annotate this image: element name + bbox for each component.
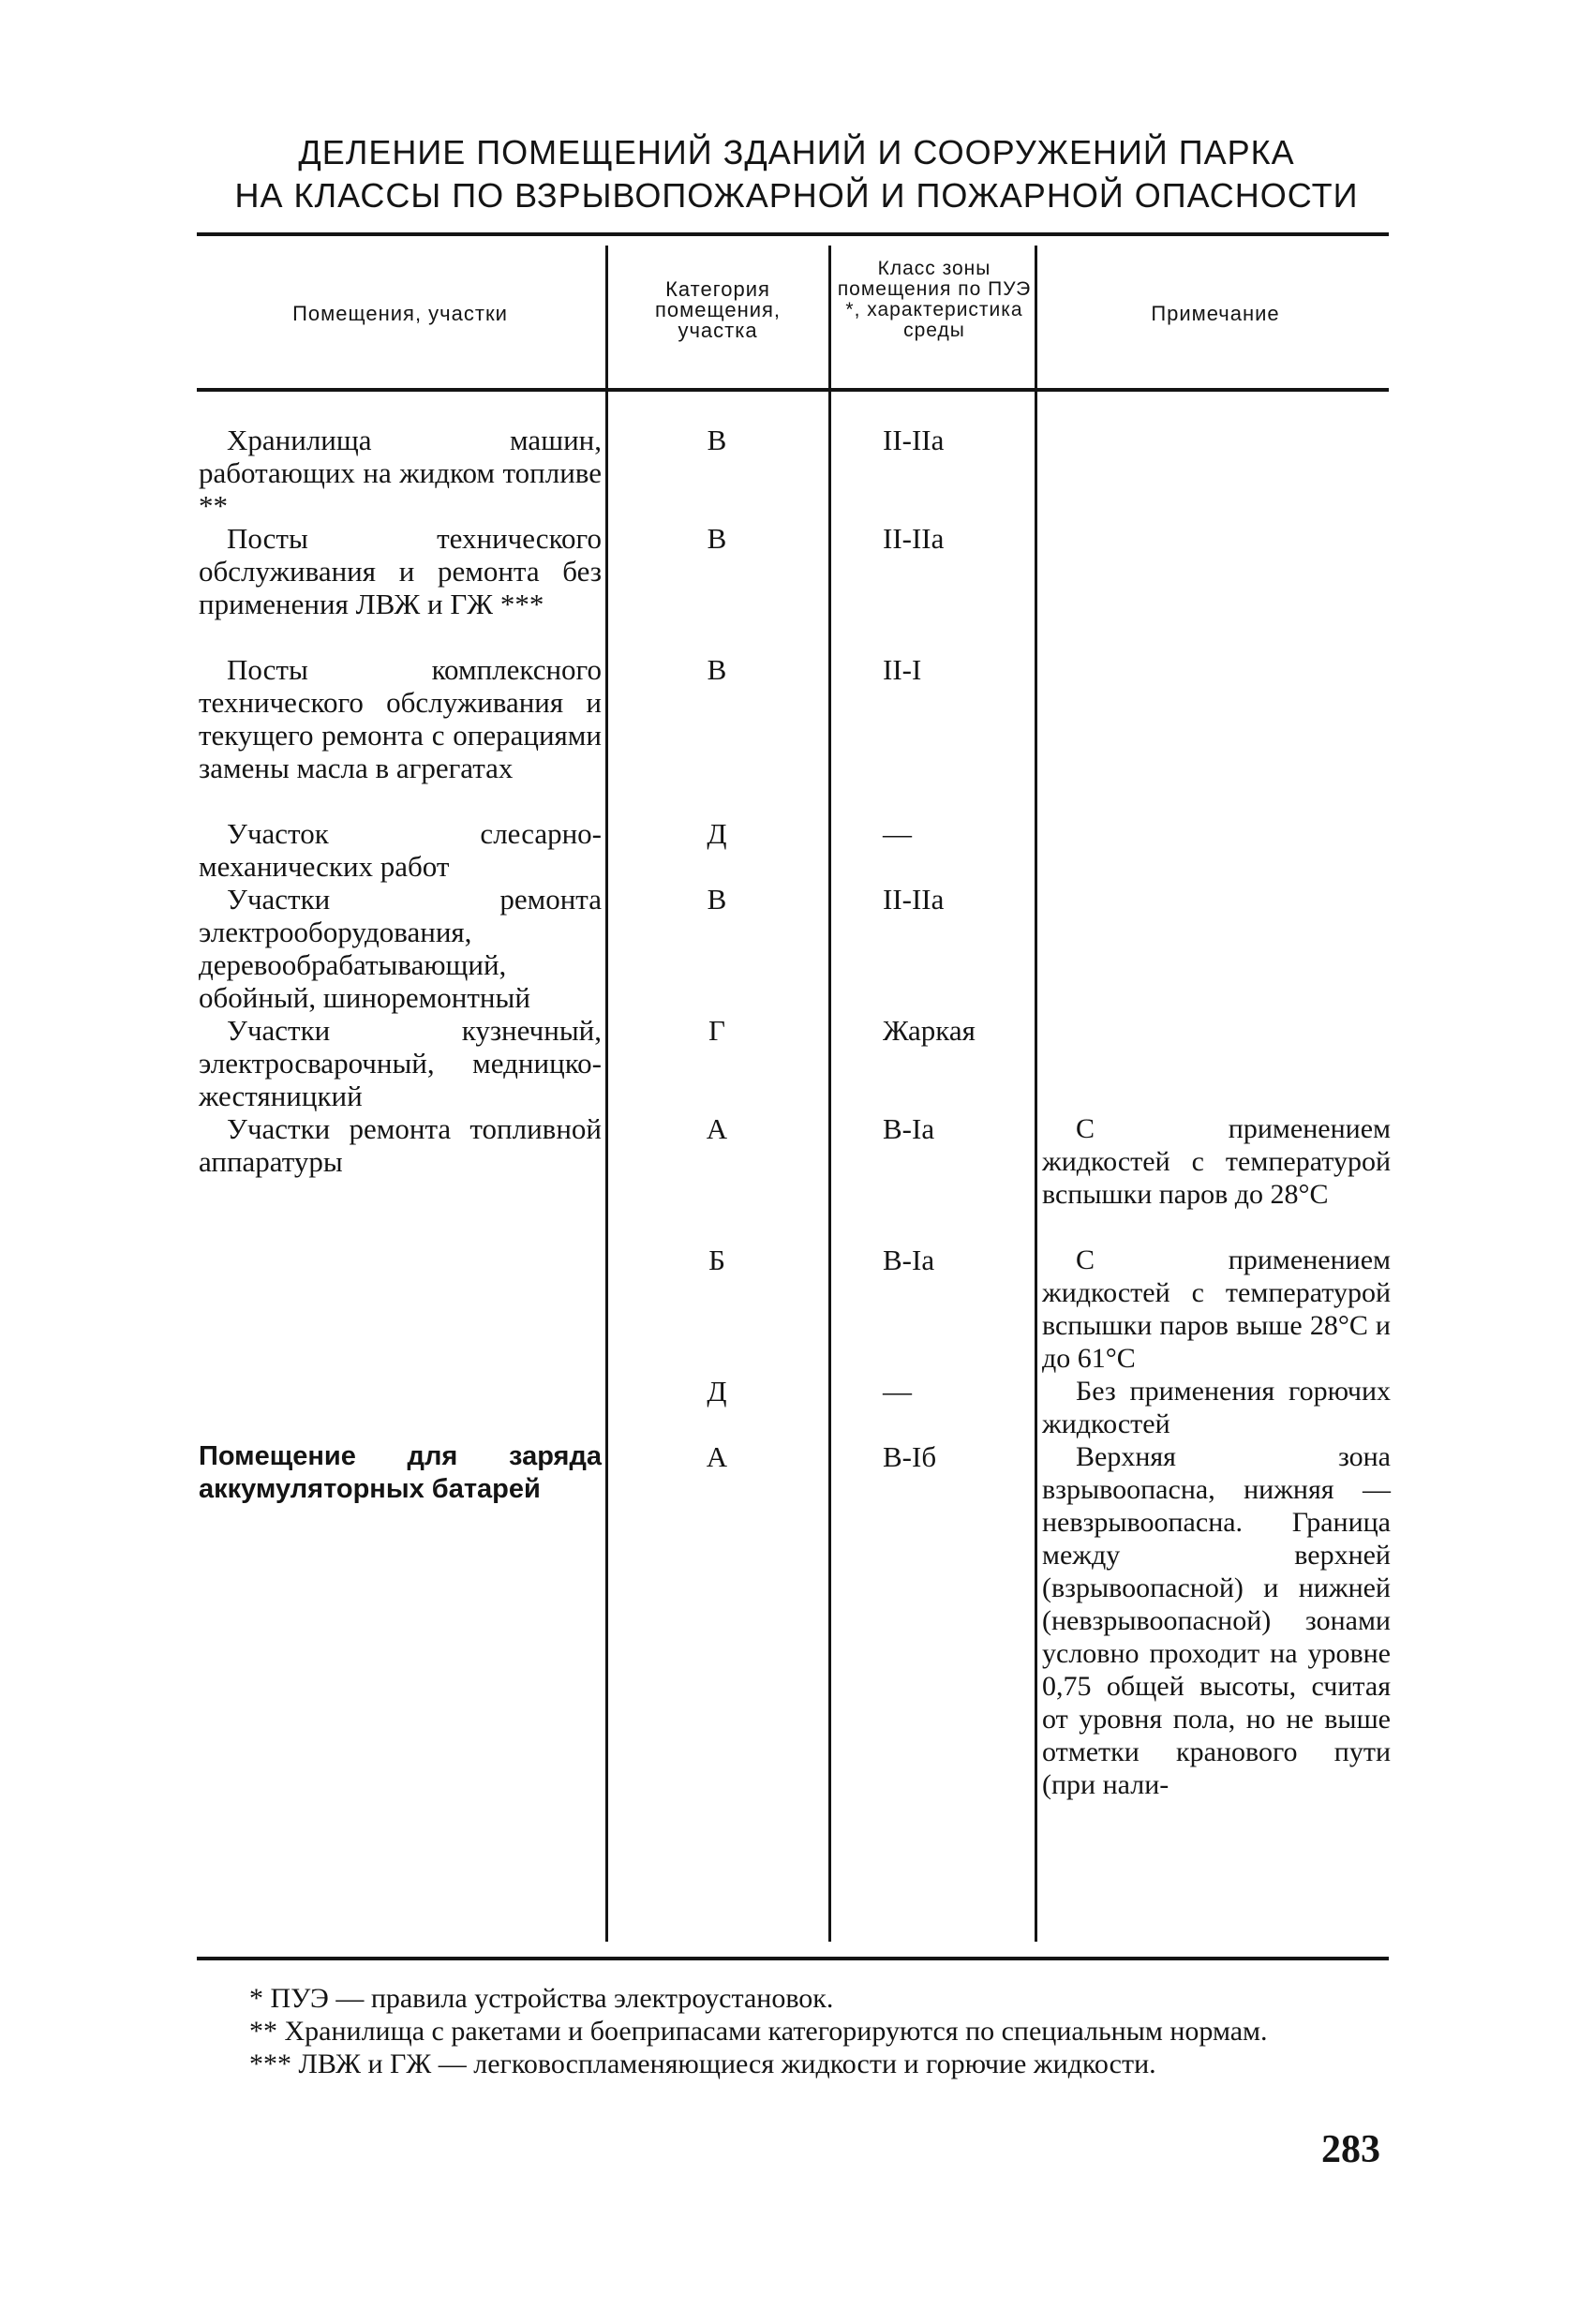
footnote-1: * ПУЭ — правила устройства электроустановок.	[249, 1983, 834, 2014]
column-divider-2	[828, 246, 831, 1942]
row-8-category: Д	[707, 1375, 727, 1408]
row-6-room: Участки ремонта топливной аппаратуры	[199, 1112, 602, 1178]
row-3-zone: —	[883, 817, 912, 850]
row-3-category: Д	[707, 817, 727, 850]
row-2-zone: II-I	[883, 653, 922, 686]
footnote-2: ** Хранилища с ракетами и боеприпасами категорируются по специальным нормам.	[249, 2016, 1268, 2047]
table-header-rule	[197, 388, 1389, 392]
column-divider-3	[1035, 246, 1037, 1942]
row-0-category: В	[707, 424, 727, 456]
header-category: Категория помещения, участка	[654, 277, 782, 342]
header-rooms: Помещения, участки	[292, 302, 508, 325]
row-4-category: В	[707, 883, 727, 916]
row-9-note: Верхняя зона взрывоопасна, нижняя — невзрывоопасна. Граница между верхней (взрывоопасной) и нижней (невзрывоопасной) зонами условно проходит на уровне 0,75 общей высоты, считая от уровня пола, но не выше отметки кранового пути (при нали-	[1042, 1441, 1391, 1800]
page-number: 283	[1321, 2128, 1380, 2171]
table-top-rule	[197, 232, 1389, 236]
row-6-note: С применением жидкостей с температурой вспышки паров до 28°С	[1042, 1113, 1391, 1210]
row-8-zone: —	[883, 1375, 912, 1408]
page-title	[187, 131, 1406, 217]
row-8-note: Без применения горючих жидкостей	[1042, 1376, 1391, 1439]
row-7-note: С применением жидкостей с температурой вспышки паров выше 28°С и до 61°С	[1042, 1244, 1391, 1374]
row-5-zone: Жаркая	[883, 1014, 976, 1047]
header-zone-class: Класс зоны помещения по ПУЭ *, характеристика среды	[837, 258, 1032, 341]
row-6-category: А	[706, 1112, 728, 1145]
row-5-room: Участки кузнечный, электросварочный, медницко-жестяницкий	[199, 1014, 602, 1112]
row-4-room: Участки ремонта электрооборудования, деревообрабатывающий, обойный, шиноремонтный	[199, 883, 602, 1014]
row-2-category: В	[707, 653, 727, 686]
row-9-zone: В-Iб	[883, 1440, 937, 1473]
row-6-zone: В-Ia	[883, 1112, 935, 1145]
title-line-1: ДЕЛЕНИЕ ПОМЕЩЕНИЙ ЗДАНИЙ И СООРУЖЕНИЙ ПАРКА	[298, 133, 1295, 171]
row-0-room: Хранилища машин, работающих на жидком топливе **	[199, 424, 602, 522]
row-5-category: Г	[708, 1014, 725, 1047]
row-1-category: В	[707, 522, 727, 555]
title-line-2: НА КЛАССЫ ПО ВЗРЫВОПОЖАРНОЙ И ПОЖАРНОЙ ОПАСНОСТИ	[234, 176, 1359, 215]
row-3-room: Участок слесарно-механических работ	[199, 817, 602, 883]
header-note: Примечание	[1151, 302, 1280, 325]
footnote-3: *** ЛВЖ и ГЖ — легковоспламеняющиеся жидкости и горючие жидкости.	[249, 2048, 1156, 2079]
footnotes	[197, 1982, 1389, 2080]
row-1-room: Посты технического обслуживания и ремонта без применения ЛВЖ и ГЖ ***	[199, 522, 602, 620]
row-0-zone: II-IIa	[883, 424, 945, 456]
table-bottom-rule	[197, 1957, 1389, 1960]
row-1-zone: II-IIa	[883, 522, 945, 555]
row-9-category: А	[706, 1440, 728, 1473]
column-divider-1	[605, 246, 608, 1942]
row-2-room: Посты комплексного технического обслуживания и текущего ремонта с операциями замены масла в агрегатах	[199, 653, 602, 784]
row-7-zone: В-Ia	[883, 1244, 935, 1276]
row-4-zone: II-IIa	[883, 883, 945, 916]
row-7-category: Б	[708, 1244, 725, 1276]
row-9-room: Помещение для заряда аккумуляторных батарей	[199, 1441, 602, 1504]
